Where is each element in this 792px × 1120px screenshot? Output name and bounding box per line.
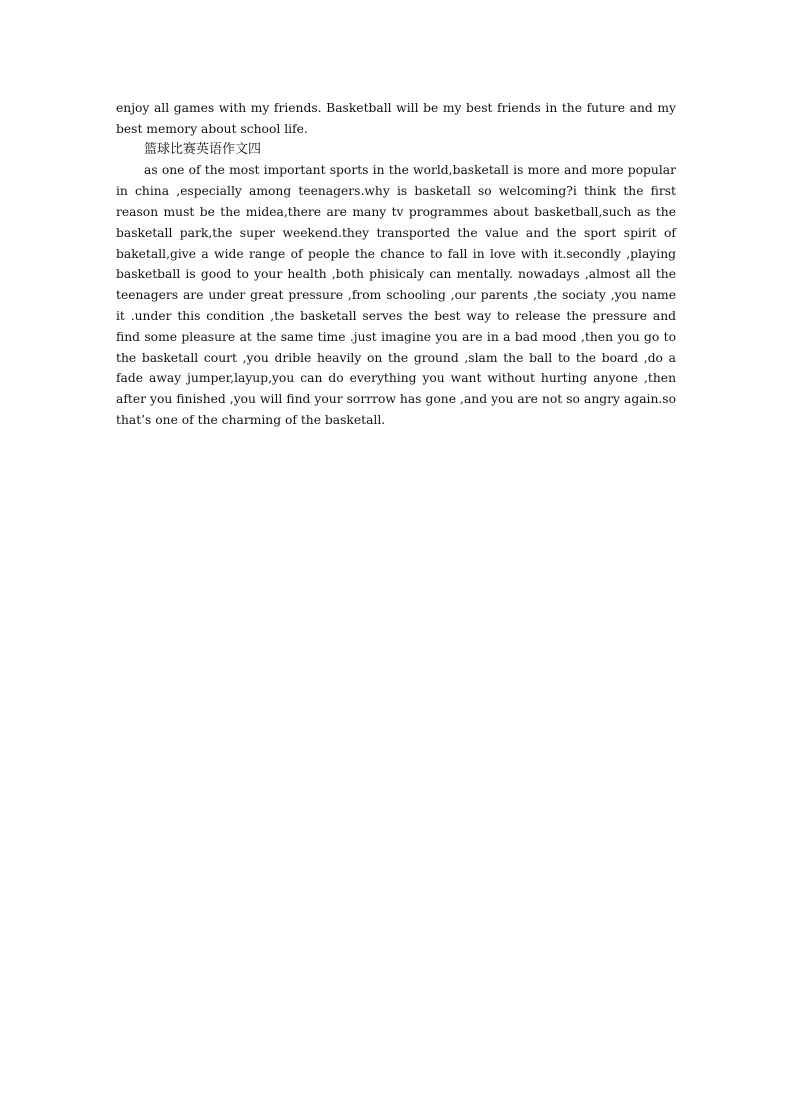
- body-paragraph: as one of the most important sports in the world,basketall is more and more popular in china ,especially among teenagers.why is basketall so welcoming?i think the first reason must be the midea,there are many tv programmes about basketball,such as the basketall park,the super weekend.they transported the value and the sport spirit of baketall,give a wide range of people the chance to fall in love with it.secondly ,playing basketball is good to your health ,both phisicaly can mentally. nowadays ,almost all the teenagers are under great pressure ,from schooling ,our parents ,the sociaty ,you name it .under this condition ,the basketall serves the best way to release the pressure and find some pleasure at the same time .just imagine you are in a bad mood ,then you go to the basketall court ,you drible heavily on the ground ,slam the ball to the board ,do a fade away jumper,layup,you can do everything you want without hurting anyone ,then after you finished ,you will find your sorrrow has gone ,and you are not so angry again.so that’s one of the charming of the basketall.: [116, 163, 676, 427]
- document-page: [116, 98, 676, 431]
- section-heading: 篮球比赛英语作文四: [144, 141, 262, 157]
- intro-paragraph: enjoy all games with my friends. Basketball will be my best friends in the future and my best memory about school life.: [116, 101, 676, 136]
